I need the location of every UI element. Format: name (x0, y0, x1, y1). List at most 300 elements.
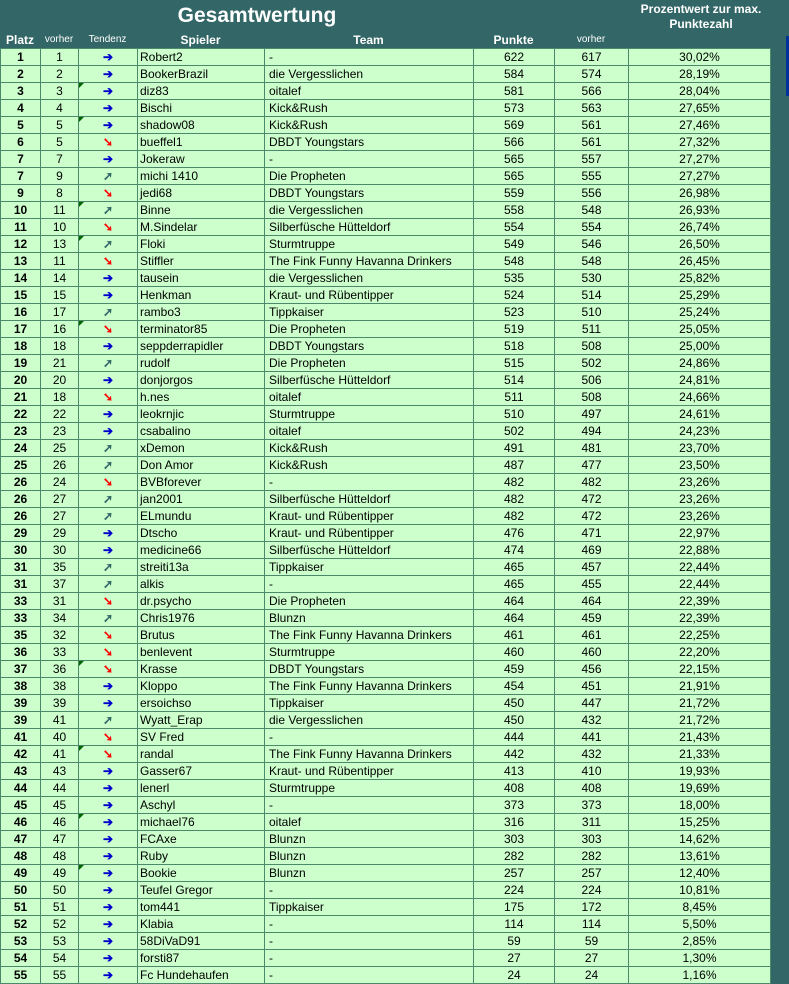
percent-cell[interactable]: 22,39% (629, 593, 771, 610)
points-cell[interactable]: 450 (474, 695, 555, 712)
points-cell[interactable]: 373 (474, 797, 555, 814)
rank-cell[interactable]: 24 (1, 440, 41, 457)
team-cell[interactable]: die Vergesslichen (265, 712, 474, 729)
player-cell[interactable]: alkis (138, 576, 265, 593)
player-cell[interactable]: tausein (138, 270, 265, 287)
player-cell[interactable]: streiti13a (138, 559, 265, 576)
trend-cell[interactable] (79, 134, 138, 151)
team-cell[interactable]: oitalef (265, 389, 474, 406)
team-cell[interactable]: Kick&Rush (265, 117, 474, 134)
player-cell[interactable]: Don Amor (138, 457, 265, 474)
team-cell[interactable]: - (265, 933, 474, 950)
team-cell[interactable]: Silberfüsche Hütteldorf (265, 372, 474, 389)
trend-cell[interactable] (79, 474, 138, 491)
previous-rank-cell[interactable]: 18 (41, 338, 79, 355)
player-cell[interactable]: diz83 (138, 83, 265, 100)
trend-cell[interactable] (79, 117, 138, 134)
trend-cell[interactable] (79, 185, 138, 202)
team-cell[interactable]: Silberfüsche Hütteldorf (265, 542, 474, 559)
points-cell[interactable]: 316 (474, 814, 555, 831)
previous-points-cell[interactable]: 460 (555, 644, 629, 661)
points-cell[interactable]: 465 (474, 559, 555, 576)
points-cell[interactable]: 523 (474, 304, 555, 321)
percent-cell[interactable]: 30,02% (629, 49, 771, 66)
trend-cell[interactable] (79, 457, 138, 474)
percent-cell[interactable]: 22,97% (629, 525, 771, 542)
previous-rank-cell[interactable]: 49 (41, 865, 79, 882)
previous-rank-cell[interactable]: 54 (41, 950, 79, 967)
percent-cell[interactable]: 19,69% (629, 780, 771, 797)
team-cell[interactable]: oitalef (265, 83, 474, 100)
player-cell[interactable]: jan2001 (138, 491, 265, 508)
trend-cell[interactable] (79, 797, 138, 814)
points-cell[interactable]: 474 (474, 542, 555, 559)
previous-rank-cell[interactable]: 39 (41, 695, 79, 712)
points-cell[interactable]: 454 (474, 678, 555, 695)
rank-cell[interactable]: 26 (1, 508, 41, 525)
points-cell[interactable]: 450 (474, 712, 555, 729)
previous-rank-cell[interactable]: 21 (41, 355, 79, 372)
trend-cell[interactable] (79, 899, 138, 916)
rank-cell[interactable]: 17 (1, 321, 41, 338)
points-cell[interactable]: 461 (474, 627, 555, 644)
points-cell[interactable]: 482 (474, 491, 555, 508)
player-cell[interactable]: Dtscho (138, 525, 265, 542)
trend-cell[interactable] (79, 848, 138, 865)
points-cell[interactable]: 303 (474, 831, 555, 848)
percent-cell[interactable]: 22,15% (629, 661, 771, 678)
rank-cell[interactable]: 19 (1, 355, 41, 372)
percent-cell[interactable]: 23,70% (629, 440, 771, 457)
team-cell[interactable]: Die Propheten (265, 168, 474, 185)
previous-rank-cell[interactable]: 36 (41, 661, 79, 678)
player-cell[interactable]: Aschyl (138, 797, 265, 814)
trend-cell[interactable] (79, 542, 138, 559)
points-cell[interactable]: 581 (474, 83, 555, 100)
rank-cell[interactable]: 26 (1, 474, 41, 491)
rank-cell[interactable]: 10 (1, 202, 41, 219)
player-cell[interactable]: dr.psycho (138, 593, 265, 610)
points-cell[interactable]: 518 (474, 338, 555, 355)
comment-marker-icon[interactable] (79, 865, 84, 870)
rank-cell[interactable]: 20 (1, 372, 41, 389)
trend-cell[interactable] (79, 593, 138, 610)
player-cell[interactable]: M.Sindelar (138, 219, 265, 236)
points-cell[interactable]: 464 (474, 610, 555, 627)
previous-points-cell[interactable]: 494 (555, 423, 629, 440)
rank-cell[interactable]: 31 (1, 576, 41, 593)
percent-cell[interactable]: 21,43% (629, 729, 771, 746)
trend-cell[interactable] (79, 83, 138, 100)
rank-cell[interactable]: 36 (1, 644, 41, 661)
player-cell[interactable]: Klabia (138, 916, 265, 933)
previous-points-cell[interactable]: 472 (555, 491, 629, 508)
previous-rank-cell[interactable]: 1 (41, 49, 79, 66)
points-cell[interactable]: 464 (474, 593, 555, 610)
percent-cell[interactable]: 28,04% (629, 83, 771, 100)
percent-cell[interactable]: 26,50% (629, 236, 771, 253)
rank-cell[interactable]: 5 (1, 117, 41, 134)
percent-cell[interactable]: 26,45% (629, 253, 771, 270)
team-cell[interactable]: DBDT Youngstars (265, 134, 474, 151)
previous-rank-cell[interactable]: 31 (41, 593, 79, 610)
percent-cell[interactable]: 19,93% (629, 763, 771, 780)
player-cell[interactable]: ersoichso (138, 695, 265, 712)
trend-cell[interactable] (79, 168, 138, 185)
points-cell[interactable]: 519 (474, 321, 555, 338)
team-cell[interactable]: DBDT Youngstars (265, 661, 474, 678)
team-cell[interactable]: die Vergesslichen (265, 66, 474, 83)
percent-cell[interactable]: 5,50% (629, 916, 771, 933)
percent-cell[interactable]: 26,74% (629, 219, 771, 236)
previous-points-cell[interactable]: 311 (555, 814, 629, 831)
previous-rank-cell[interactable]: 27 (41, 508, 79, 525)
previous-points-cell[interactable]: 508 (555, 338, 629, 355)
percent-cell[interactable]: 26,98% (629, 185, 771, 202)
previous-rank-cell[interactable]: 34 (41, 610, 79, 627)
previous-points-cell[interactable]: 561 (555, 117, 629, 134)
team-cell[interactable]: Blunzn (265, 610, 474, 627)
rank-cell[interactable]: 2 (1, 66, 41, 83)
points-cell[interactable]: 515 (474, 355, 555, 372)
player-cell[interactable]: Stiffler (138, 253, 265, 270)
points-cell[interactable]: 482 (474, 508, 555, 525)
team-cell[interactable]: Kraut- und Rübentipper (265, 508, 474, 525)
trend-cell[interactable] (79, 508, 138, 525)
previous-rank-cell[interactable]: 51 (41, 899, 79, 916)
percent-cell[interactable]: 25,05% (629, 321, 771, 338)
player-cell[interactable]: h.nes (138, 389, 265, 406)
team-cell[interactable]: DBDT Youngstars (265, 185, 474, 202)
rank-cell[interactable]: 44 (1, 780, 41, 797)
player-cell[interactable]: medicine66 (138, 542, 265, 559)
percent-cell[interactable]: 23,26% (629, 508, 771, 525)
percent-cell[interactable]: 23,26% (629, 474, 771, 491)
percent-cell[interactable]: 1,16% (629, 967, 771, 984)
percent-cell[interactable]: 8,45% (629, 899, 771, 916)
previous-points-cell[interactable]: 441 (555, 729, 629, 746)
player-cell[interactable]: BookerBrazil (138, 66, 265, 83)
player-cell[interactable]: randal (138, 746, 265, 763)
previous-rank-cell[interactable]: 3 (41, 83, 79, 100)
percent-cell[interactable]: 23,26% (629, 491, 771, 508)
percent-cell[interactable]: 12,40% (629, 865, 771, 882)
comment-marker-icon[interactable] (79, 661, 84, 666)
points-cell[interactable]: 27 (474, 950, 555, 967)
trend-cell[interactable] (79, 389, 138, 406)
percent-cell[interactable]: 21,72% (629, 695, 771, 712)
previous-points-cell[interactable]: 548 (555, 202, 629, 219)
player-cell[interactable]: Jokeraw (138, 151, 265, 168)
player-cell[interactable]: Kloppo (138, 678, 265, 695)
previous-rank-cell[interactable]: 2 (41, 66, 79, 83)
team-cell[interactable]: DBDT Youngstars (265, 338, 474, 355)
previous-points-cell[interactable]: 508 (555, 389, 629, 406)
team-cell[interactable]: - (265, 967, 474, 984)
player-cell[interactable]: shadow08 (138, 117, 265, 134)
rank-cell[interactable]: 39 (1, 712, 41, 729)
trend-cell[interactable] (79, 321, 138, 338)
percent-cell[interactable]: 2,85% (629, 933, 771, 950)
previous-rank-cell[interactable]: 41 (41, 712, 79, 729)
rank-cell[interactable]: 18 (1, 338, 41, 355)
previous-points-cell[interactable]: 469 (555, 542, 629, 559)
previous-rank-cell[interactable]: 24 (41, 474, 79, 491)
player-cell[interactable]: jedi68 (138, 185, 265, 202)
comment-marker-icon[interactable] (79, 814, 84, 819)
previous-points-cell[interactable]: 510 (555, 304, 629, 321)
previous-points-cell[interactable]: 497 (555, 406, 629, 423)
player-cell[interactable]: BVBforever (138, 474, 265, 491)
team-cell[interactable]: Sturmtruppe (265, 236, 474, 253)
player-cell[interactable]: ELmundu (138, 508, 265, 525)
trend-cell[interactable] (79, 372, 138, 389)
percent-cell[interactable]: 15,25% (629, 814, 771, 831)
player-cell[interactable]: 58DiVaD91 (138, 933, 265, 950)
comment-marker-icon[interactable] (79, 83, 84, 88)
points-cell[interactable]: 175 (474, 899, 555, 916)
team-cell[interactable]: Kick&Rush (265, 100, 474, 117)
previous-rank-cell[interactable]: 37 (41, 576, 79, 593)
header-vorher[interactable]: vorher (44, 34, 74, 45)
team-cell[interactable]: Die Propheten (265, 593, 474, 610)
previous-rank-cell[interactable]: 8 (41, 185, 79, 202)
percent-cell[interactable]: 22,88% (629, 542, 771, 559)
header-punkte[interactable]: Punkte (493, 33, 534, 47)
player-cell[interactable]: Gasser67 (138, 763, 265, 780)
player-cell[interactable]: Robert2 (138, 49, 265, 66)
trend-cell[interactable] (79, 100, 138, 117)
trend-cell[interactable] (79, 678, 138, 695)
previous-points-cell[interactable]: 456 (555, 661, 629, 678)
percent-cell[interactable]: 22,25% (629, 627, 771, 644)
previous-points-cell[interactable]: 557 (555, 151, 629, 168)
previous-rank-cell[interactable]: 23 (41, 423, 79, 440)
rank-cell[interactable]: 12 (1, 236, 41, 253)
rank-cell[interactable]: 47 (1, 831, 41, 848)
previous-points-cell[interactable]: 24 (555, 967, 629, 984)
team-cell[interactable]: - (265, 797, 474, 814)
previous-points-cell[interactable]: 556 (555, 185, 629, 202)
player-cell[interactable]: Binne (138, 202, 265, 219)
player-cell[interactable]: donjorgos (138, 372, 265, 389)
percent-cell[interactable]: 26,93% (629, 202, 771, 219)
team-cell[interactable]: - (265, 950, 474, 967)
player-cell[interactable]: xDemon (138, 440, 265, 457)
rank-cell[interactable]: 7 (1, 151, 41, 168)
percent-cell[interactable]: 25,82% (629, 270, 771, 287)
previous-points-cell[interactable]: 282 (555, 848, 629, 865)
points-cell[interactable]: 510 (474, 406, 555, 423)
trend-cell[interactable] (79, 610, 138, 627)
player-cell[interactable]: lenerl (138, 780, 265, 797)
header-platz[interactable]: Platz (5, 33, 34, 47)
points-cell[interactable]: 487 (474, 457, 555, 474)
rank-cell[interactable]: 39 (1, 695, 41, 712)
percent-cell[interactable]: 13,61% (629, 848, 771, 865)
rank-cell[interactable]: 7 (1, 168, 41, 185)
points-cell[interactable]: 511 (474, 389, 555, 406)
trend-cell[interactable] (79, 66, 138, 83)
team-cell[interactable]: The Fink Funny Havanna Drinkers (265, 253, 474, 270)
trend-cell[interactable] (79, 236, 138, 253)
trend-cell[interactable] (79, 967, 138, 984)
rank-cell[interactable]: 54 (1, 950, 41, 967)
team-cell[interactable]: Sturmtruppe (265, 406, 474, 423)
points-cell[interactable]: 59 (474, 933, 555, 950)
previous-points-cell[interactable]: 455 (555, 576, 629, 593)
previous-points-cell[interactable]: 563 (555, 100, 629, 117)
rank-cell[interactable]: 26 (1, 491, 41, 508)
trend-cell[interactable] (79, 695, 138, 712)
percent-cell[interactable]: 24,23% (629, 423, 771, 440)
team-cell[interactable]: Tippkaiser (265, 304, 474, 321)
previous-rank-cell[interactable]: 35 (41, 559, 79, 576)
previous-rank-cell[interactable]: 15 (41, 287, 79, 304)
previous-points-cell[interactable]: 464 (555, 593, 629, 610)
comment-marker-icon[interactable] (79, 321, 84, 326)
team-cell[interactable]: - (265, 49, 474, 66)
team-cell[interactable]: oitalef (265, 423, 474, 440)
previous-points-cell[interactable]: 447 (555, 695, 629, 712)
previous-rank-cell[interactable]: 50 (41, 882, 79, 899)
team-cell[interactable]: Kick&Rush (265, 440, 474, 457)
rank-cell[interactable]: 16 (1, 304, 41, 321)
trend-cell[interactable] (79, 423, 138, 440)
player-cell[interactable]: terminator85 (138, 321, 265, 338)
previous-points-cell[interactable]: 257 (555, 865, 629, 882)
percent-cell[interactable]: 22,44% (629, 559, 771, 576)
points-cell[interactable]: 565 (474, 168, 555, 185)
trend-cell[interactable] (79, 525, 138, 542)
previous-points-cell[interactable]: 59 (555, 933, 629, 950)
previous-points-cell[interactable]: 373 (555, 797, 629, 814)
previous-points-cell[interactable]: 303 (555, 831, 629, 848)
trend-cell[interactable] (79, 253, 138, 270)
points-cell[interactable]: 514 (474, 372, 555, 389)
team-cell[interactable]: Kick&Rush (265, 457, 474, 474)
previous-rank-cell[interactable]: 26 (41, 457, 79, 474)
previous-points-cell[interactable]: 461 (555, 627, 629, 644)
points-cell[interactable]: 444 (474, 729, 555, 746)
player-cell[interactable]: rudolf (138, 355, 265, 372)
previous-points-cell[interactable]: 457 (555, 559, 629, 576)
previous-points-cell[interactable]: 511 (555, 321, 629, 338)
player-cell[interactable]: tom441 (138, 899, 265, 916)
trend-cell[interactable] (79, 882, 138, 899)
rank-cell[interactable]: 4 (1, 100, 41, 117)
previous-rank-cell[interactable]: 5 (41, 117, 79, 134)
player-cell[interactable]: leokrnjic (138, 406, 265, 423)
previous-points-cell[interactable]: 617 (555, 49, 629, 66)
rank-cell[interactable]: 41 (1, 729, 41, 746)
percent-cell[interactable]: 21,72% (629, 712, 771, 729)
points-cell[interactable]: 558 (474, 202, 555, 219)
points-cell[interactable]: 114 (474, 916, 555, 933)
rank-cell[interactable]: 6 (1, 134, 41, 151)
player-cell[interactable]: Bischi (138, 100, 265, 117)
team-cell[interactable]: Silberfüsche Hütteldorf (265, 219, 474, 236)
points-cell[interactable]: 460 (474, 644, 555, 661)
rank-cell[interactable]: 21 (1, 389, 41, 406)
comment-marker-icon[interactable] (79, 202, 84, 207)
points-cell[interactable]: 24 (474, 967, 555, 984)
previous-rank-cell[interactable]: 13 (41, 236, 79, 253)
player-cell[interactable]: Teufel Gregor (138, 882, 265, 899)
previous-points-cell[interactable]: 27 (555, 950, 629, 967)
points-cell[interactable]: 548 (474, 253, 555, 270)
percent-cell[interactable]: 1,30% (629, 950, 771, 967)
previous-rank-cell[interactable]: 33 (41, 644, 79, 661)
player-cell[interactable]: Chris1976 (138, 610, 265, 627)
trend-cell[interactable] (79, 202, 138, 219)
previous-points-cell[interactable]: 546 (555, 236, 629, 253)
previous-rank-cell[interactable]: 55 (41, 967, 79, 984)
previous-points-cell[interactable]: 224 (555, 882, 629, 899)
previous-points-cell[interactable]: 482 (555, 474, 629, 491)
previous-points-cell[interactable]: 408 (555, 780, 629, 797)
trend-cell[interactable] (79, 491, 138, 508)
points-cell[interactable]: 573 (474, 100, 555, 117)
team-cell[interactable]: Silberfüsche Hütteldorf (265, 491, 474, 508)
player-cell[interactable]: Floki (138, 236, 265, 253)
points-cell[interactable]: 524 (474, 287, 555, 304)
trend-cell[interactable] (79, 729, 138, 746)
previous-points-cell[interactable]: 432 (555, 712, 629, 729)
points-cell[interactable]: 476 (474, 525, 555, 542)
trend-cell[interactable] (79, 219, 138, 236)
rank-cell[interactable]: 48 (1, 848, 41, 865)
team-cell[interactable]: Die Propheten (265, 321, 474, 338)
points-cell[interactable]: 408 (474, 780, 555, 797)
points-cell[interactable]: 442 (474, 746, 555, 763)
trend-cell[interactable] (79, 627, 138, 644)
percent-cell[interactable]: 14,62% (629, 831, 771, 848)
trend-cell[interactable] (79, 746, 138, 763)
player-cell[interactable]: Bookie (138, 865, 265, 882)
percent-cell[interactable]: 22,44% (629, 576, 771, 593)
percent-cell[interactable]: 24,66% (629, 389, 771, 406)
player-cell[interactable]: Ruby (138, 848, 265, 865)
trend-cell[interactable] (79, 304, 138, 321)
player-cell[interactable]: benlevent (138, 644, 265, 661)
percent-cell[interactable]: 10,81% (629, 882, 771, 899)
previous-points-cell[interactable]: 514 (555, 287, 629, 304)
percent-cell[interactable]: 22,39% (629, 610, 771, 627)
percent-cell[interactable]: 18,00% (629, 797, 771, 814)
points-cell[interactable]: 491 (474, 440, 555, 457)
team-cell[interactable]: oitalef (265, 814, 474, 831)
previous-points-cell[interactable]: 554 (555, 219, 629, 236)
points-cell[interactable]: 465 (474, 576, 555, 593)
previous-points-cell[interactable]: 477 (555, 457, 629, 474)
comment-marker-icon[interactable] (79, 746, 84, 751)
team-cell[interactable]: - (265, 916, 474, 933)
points-cell[interactable]: 584 (474, 66, 555, 83)
trend-cell[interactable] (79, 865, 138, 882)
trend-cell[interactable] (79, 831, 138, 848)
trend-cell[interactable] (79, 151, 138, 168)
rank-cell[interactable]: 35 (1, 627, 41, 644)
points-cell[interactable]: 554 (474, 219, 555, 236)
previous-rank-cell[interactable]: 4 (41, 100, 79, 117)
team-cell[interactable]: The Fink Funny Havanna Drinkers (265, 678, 474, 695)
rank-cell[interactable]: 3 (1, 83, 41, 100)
previous-rank-cell[interactable]: 11 (41, 253, 79, 270)
previous-rank-cell[interactable]: 48 (41, 848, 79, 865)
previous-rank-cell[interactable]: 14 (41, 270, 79, 287)
rank-cell[interactable]: 52 (1, 916, 41, 933)
